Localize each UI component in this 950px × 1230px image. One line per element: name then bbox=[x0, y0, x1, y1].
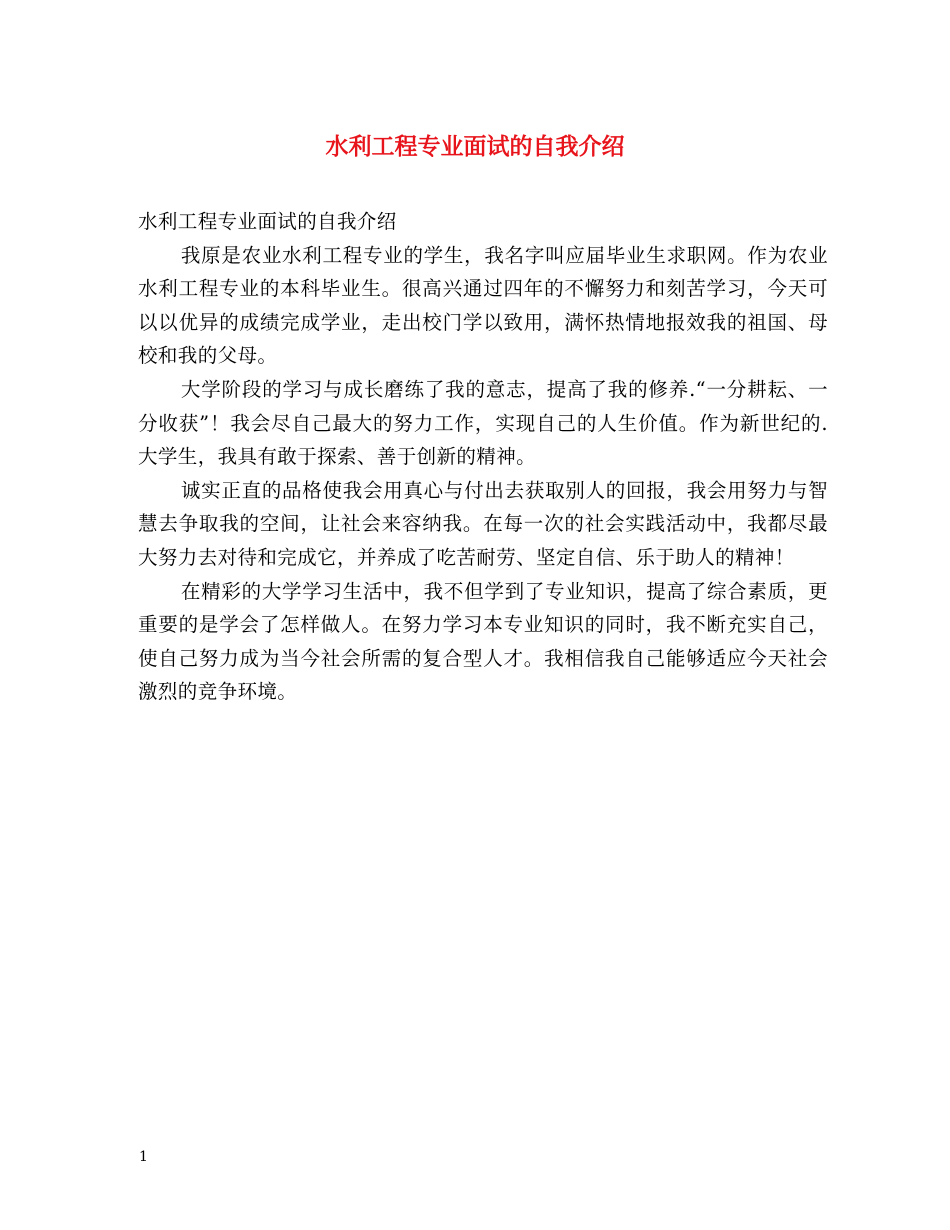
document-title: 水利工程专业面试的自我介绍 bbox=[325, 134, 625, 160]
paragraph-1: 我原是农业水利工程专业的学生，我名字叫应届毕业生求职网。作为农业水利工程专业的本科毕业生。很高兴通过四年的不懈努力和刻苦学习，今天可以以优异的成绩完成学业，走出校门学以致用，满怀热情地报效我的祖国、母校和我的父母。 bbox=[138, 243, 828, 368]
page-number: 1 bbox=[139, 1149, 148, 1165]
document-body bbox=[138, 205, 828, 709]
document-subtitle: 水利工程专业面试的自我介绍 bbox=[138, 210, 397, 233]
paragraph-4: 在精彩的大学学习生活中，我不但学到了专业知识，提高了综合素质，更重要的是学会了怎样做人。在努力学习本专业知识的同时，我不断充实自己，使自己努力成为当今社会所需的复合型人才。我相信我自己能够适应今天社会激烈的竞争环境。 bbox=[138, 579, 828, 704]
paragraph-2: 大学阶段的学习与成长磨练了我的意志，提高了我的修养.“一分耕耘、一分收获”！我会尽自己最大的努力工作，实现自己的人生价值。作为新世纪的.大学生，我具有敢于探索、善于创新的精神。 bbox=[138, 377, 828, 469]
paragraph-3: 诚实正直的品格使我会用真心与付出去获取别人的回报，我会用努力与智慧去争取我的空间，让社会来容纳我。在每一次的社会实践活动中，我都尽最大努力去对待和完成它，并养成了吃苦耐劳、坚定自信、乐于助人的精神！ bbox=[138, 478, 828, 569]
